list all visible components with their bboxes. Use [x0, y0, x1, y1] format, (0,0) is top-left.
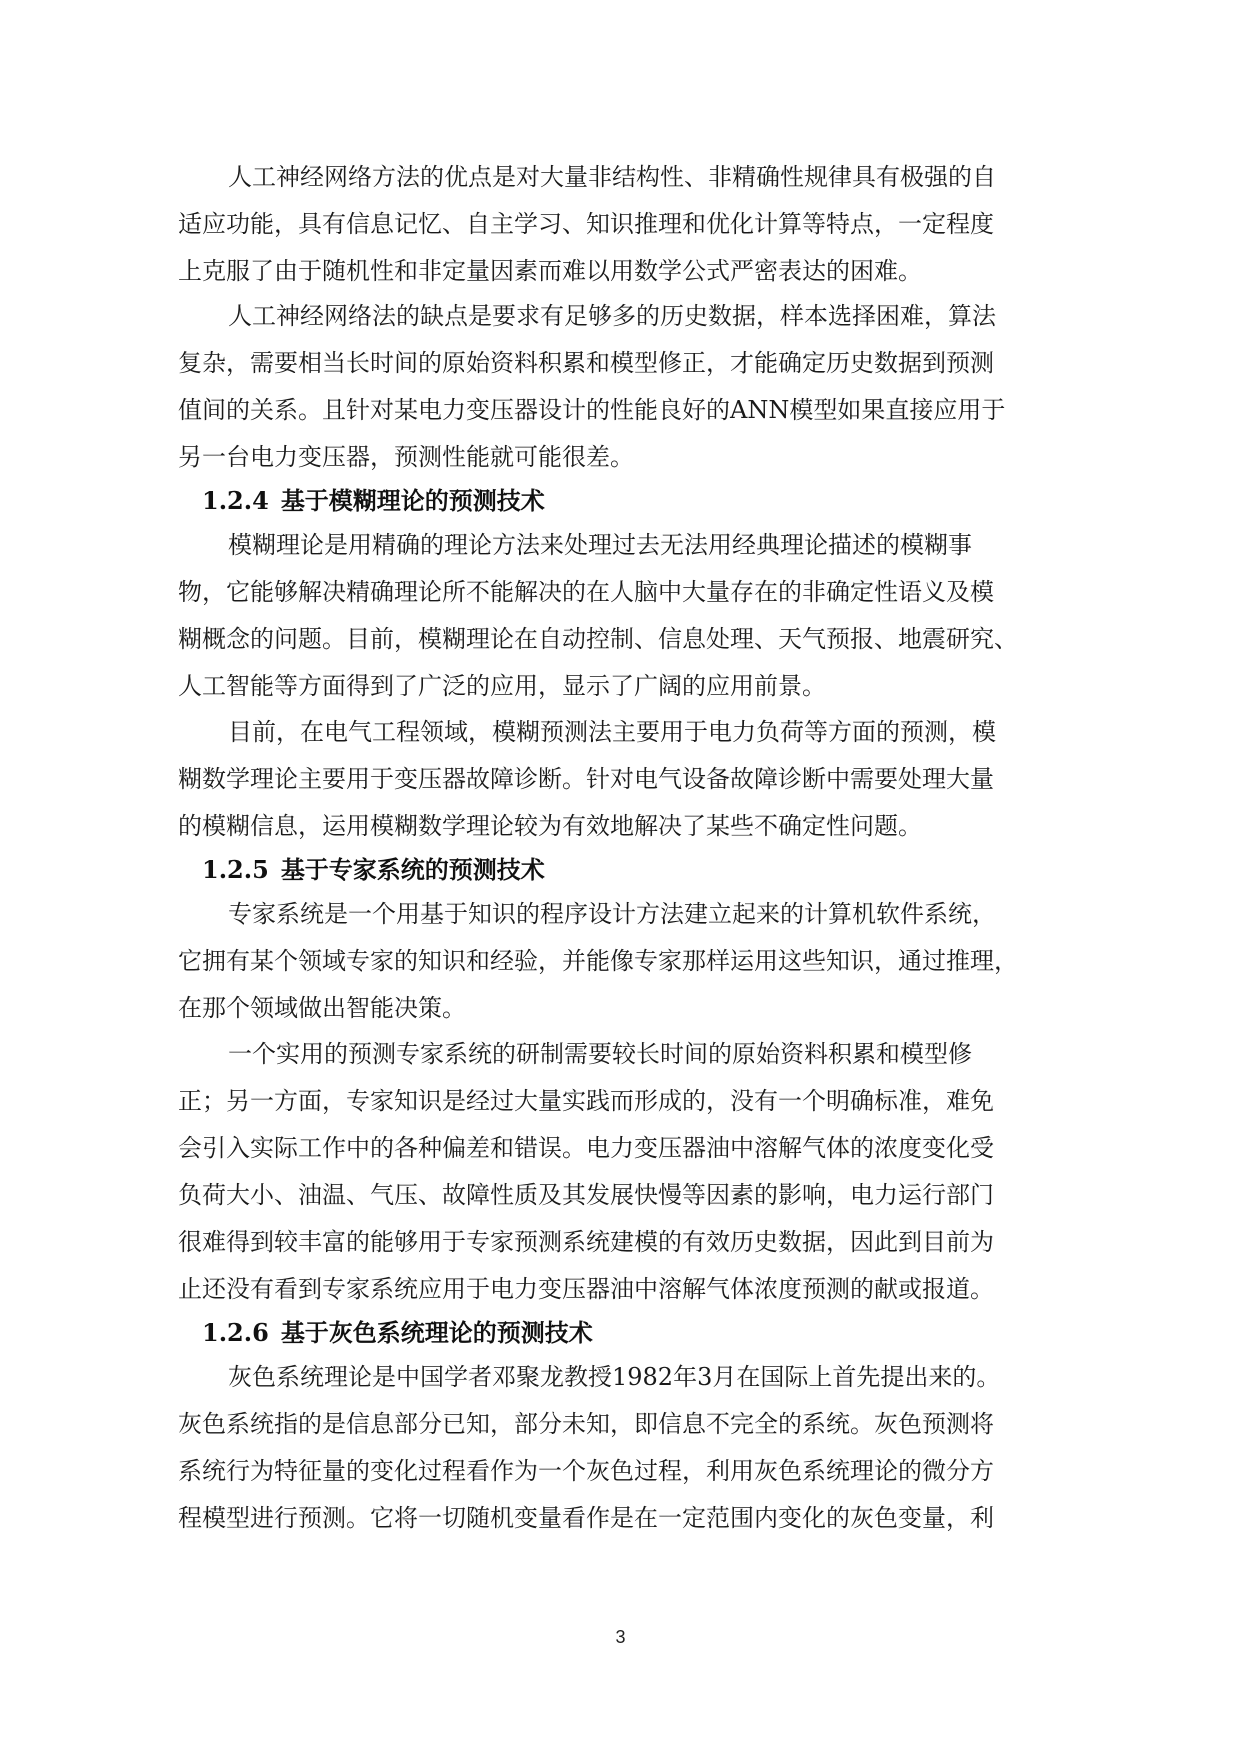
- section-heading-1-2-6: [202, 1313, 593, 1353]
- paragraph-line: 程模型进行预测。它将一切随机变量看作是在一定范围内变化的灰色变量，利: [178, 1504, 994, 1532]
- paragraph-line: 专家系统是一个用基于知识的程序设计方法建立起来的计算机软件系统，: [228, 900, 996, 928]
- paragraph-line: 物，它能够解决精确理论所不能解决的在人脑中大量存在的非确定性语义及模: [178, 578, 994, 606]
- paragraph-line: 人工神经网络法的缺点是要求有足够多的历史数据，样本选择困难，算法: [228, 302, 996, 330]
- paragraph-line: 的模糊信息，运用模糊数学理论较为有效地解决了某些不确定性问题。: [178, 812, 922, 840]
- paragraph-line: 一个实用的预测专家系统的研制需要较长时间的原始资料积累和模型修: [228, 1040, 972, 1068]
- paragraph-line: 复杂，需要相当长时间的原始资料积累和模型修正，才能确定历史数据到预测: [178, 349, 994, 377]
- section-title: 基于专家系统的预测技术: [280, 855, 545, 884]
- section-heading-1-2-5: [202, 850, 545, 890]
- paragraph-line: 模糊理论是用精确的理论方法来处理过去无法用经典理论描述的模糊事: [228, 531, 972, 559]
- page-number: 3: [615, 1627, 626, 1647]
- paragraph-line: 系统行为特征量的变化过程看作为一个灰色过程，利用灰色系统理论的微分方: [178, 1457, 994, 1485]
- paragraph-line: 止还没有看到专家系统应用于电力变压器油中溶解气体浓度预测的献或报道。: [178, 1275, 994, 1303]
- paragraph-line: 值间的关系。且针对某电力变压器设计的性能良好的ANN模型如果直接应用于: [178, 396, 1006, 424]
- paragraph-line: 糊数学理论主要用于变压器故障诊断。针对电气设备故障诊断中需要处理大量: [178, 765, 994, 793]
- paragraph-line: 它拥有某个领域专家的知识和经验，并能像专家那样运用这些知识，通过推理，: [178, 947, 1018, 975]
- paragraph-line: 在那个领域做出智能决策。: [178, 994, 466, 1022]
- section-number: 1.2.5: [202, 855, 269, 884]
- paragraph-line: 人工智能等方面得到了广泛的应用，显示了广阔的应用前景。: [178, 672, 826, 700]
- paragraph-line: 灰色系统理论是中国学者邓聚龙教授1982年3月在国际上首先提出来的。: [228, 1363, 1001, 1391]
- section-title: 基于灰色系统理论的预测技术: [280, 1318, 593, 1347]
- paragraph-line: 上克服了由于随机性和非定量因素而难以用数学公式严密表达的困难。: [178, 257, 922, 285]
- section-title: 基于模糊理论的预测技术: [280, 486, 545, 515]
- paragraph-line: 适应功能，具有信息记忆、自主学习、知识推理和优化计算等特点，一定程度: [178, 210, 994, 238]
- paragraph-line: 正；另一方面，专家知识是经过大量实践而形成的，没有一个明确标准，难免: [178, 1087, 994, 1115]
- paragraph-line: 糊概念的问题。目前，模糊理论在自动控制、信息处理、天气预报、地震研究、: [178, 625, 1018, 653]
- section-number: 1.2.6: [202, 1318, 269, 1347]
- paragraph-line: 人工神经网络方法的优点是对大量非结构性、非精确性规律具有极强的自: [228, 163, 996, 191]
- section-heading-1-2-4: [202, 481, 545, 521]
- paragraph-line: 灰色系统指的是信息部分已知，部分未知，即信息不完全的系统。灰色预测将: [178, 1410, 994, 1438]
- paragraph-line: 很难得到较丰富的能够用于专家预测系统建模的有效历史数据，因此到目前为: [178, 1228, 994, 1256]
- paragraph-line: 负荷大小、油温、气压、故障性质及其发展快慢等因素的影响，电力运行部门: [178, 1181, 994, 1209]
- paragraph-line: 另一台电力变压器，预测性能就可能很差。: [178, 443, 634, 471]
- section-number: 1.2.4: [202, 486, 269, 515]
- paragraph-line: 目前，在电气工程领域，模糊预测法主要用于电力负荷等方面的预测，模: [228, 718, 996, 746]
- paragraph-line: 会引入实际工作中的各种偏差和错误。电力变压器油中溶解气体的浓度变化受: [178, 1134, 994, 1162]
